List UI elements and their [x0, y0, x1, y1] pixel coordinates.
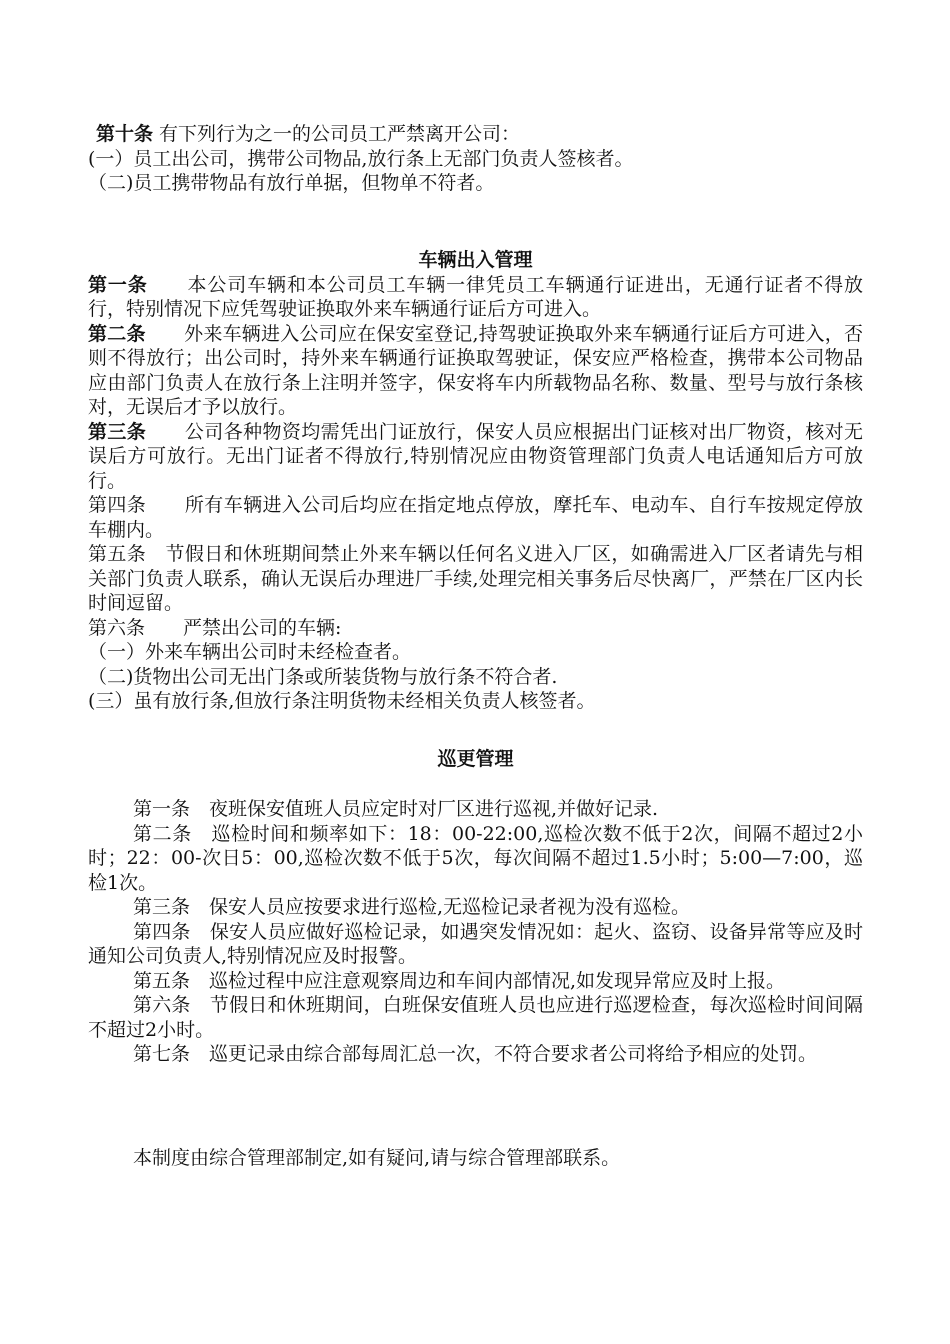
vehicle-article-2-heading: 第二条: [88, 322, 146, 345]
patrol-articles: [88, 797, 863, 1067]
vehicle-article-6: 第六条 严禁出公司的车辆:: [88, 616, 342, 639]
article-10-heading: 第十条: [96, 123, 154, 145]
patrol-section: [88, 747, 863, 772]
vehicle-article-6-item-1: （一）外来车辆出公司时未经检查者。: [88, 641, 412, 663]
article-10-item-1: (一）员工出公司，携带公司物品,放行条上无部门负责人签核者。: [88, 147, 634, 170]
vehicle-article-1: [88, 273, 863, 322]
vehicle-article-3-text: 公司各种物资均需凭出门证放行，保安人员应根据出门证核对出厂物资，核对无误后方可放行。无出门证者不得放行,特别情况应由物资管理部门负责人电话通知后方可放行。: [88, 420, 863, 492]
article-10: [88, 122, 863, 147]
vehicle-article-6-item-2: （二)货物出公司无出门条或所装货物与放行条不符合者.: [88, 665, 558, 688]
article-10-text: 有下列行为之一的公司员工严禁离开公司：: [153, 123, 521, 145]
closing-statement: 本制度由综合管理部制定,如有疑问,请与综合管理部联系。: [133, 1147, 621, 1169]
patrol-article-3: 第三条 保安人员应按要求进行巡检,无巡检记录者视为没有巡检。: [133, 896, 691, 918]
vehicle-article-2-text: 外来车辆进入公司应在保安室登记,持驾驶证换取外来车辆通行证后方可进入，否则不得放行；出公司时，持外来车辆通行证换取驾驶证，保安应严格检查，携带本公司物品应由部门负责人在放行条上注明并签字，保安将车内所载物品名称、数量、型号与放行条核对，无误后才予以放行。: [88, 322, 863, 418]
vehicle-article-3-heading: 第三条: [88, 420, 147, 443]
patrol-article-6: 第六条 节假日和休班期间，白班保安值班人员也应进行巡逻检查，每次巡检时间间隔不超过2小时。: [88, 994, 863, 1041]
vehicle-article-6-item-3: (三）虽有放行条,但放行条注明货物未经相关负责人核签者。: [88, 690, 596, 712]
article-10-item-2: （二)员工携带物品有放行单据，但物单不符者。: [88, 172, 495, 194]
vehicle-article-1-heading: 第一条: [88, 273, 148, 296]
patrol-article-4: 第四条 保安人员应做好巡检记录，如遇突发情况如：起火、盗窃、设备异常等应及时通知公司负责人,特别情况应及时报警。: [88, 920, 863, 967]
patrol-article-7: 第七条 巡更记录由综合部每周汇总一次，不符合要求者公司将给予相应的处罚。: [133, 1043, 818, 1065]
patrol-article-5: 第五条 巡检过程中应注意观察周边和车间内部情况,如发现异常应及时上报。: [133, 969, 786, 992]
patrol-section-title: 巡更管理: [437, 748, 514, 770]
patrol-article-1: 第一条 夜班保安值班人员应定时对厂区进行巡视,并做好记录.: [133, 798, 659, 820]
closing-section: [88, 1146, 863, 1171]
vehicle-article-1-text: 本公司车辆和本公司员工车辆一律凭员工车辆通行证进出，无通行证者不得放行，特别情况下应凭驾驶证换取外来车辆通行证后方可进入。: [88, 273, 863, 320]
vehicle-section-title: 车辆出入管理: [418, 249, 533, 271]
vehicle-article-3: [88, 420, 863, 494]
article-10-section: [88, 122, 863, 196]
vehicle-article-5: 第五条 节假日和休班期间禁止外来车辆以任何名义进入厂区，如确需进入厂区者请先与相关部门负责人联系，确认无误后办理进厂手续,处理完相关事务后尽快离厂，严禁在厂区内长时间逗留。: [88, 543, 863, 614]
vehicle-article-2: [88, 322, 863, 420]
vehicle-section: [88, 248, 863, 714]
vehicle-article-4: 第四条 所有车辆进入公司后均应在指定地点停放，摩托车、电动车、自行车按规定停放车棚内。: [88, 494, 863, 541]
patrol-article-2: 第二条 巡检时间和频率如下：18：00-22:00,巡检次数不低于2次，间隔不超过2小时；22：00-次日5：00,巡检次数不低于5次，每次间隔不超过1.5小时；5:00—7:00，巡检1次。: [88, 822, 863, 894]
